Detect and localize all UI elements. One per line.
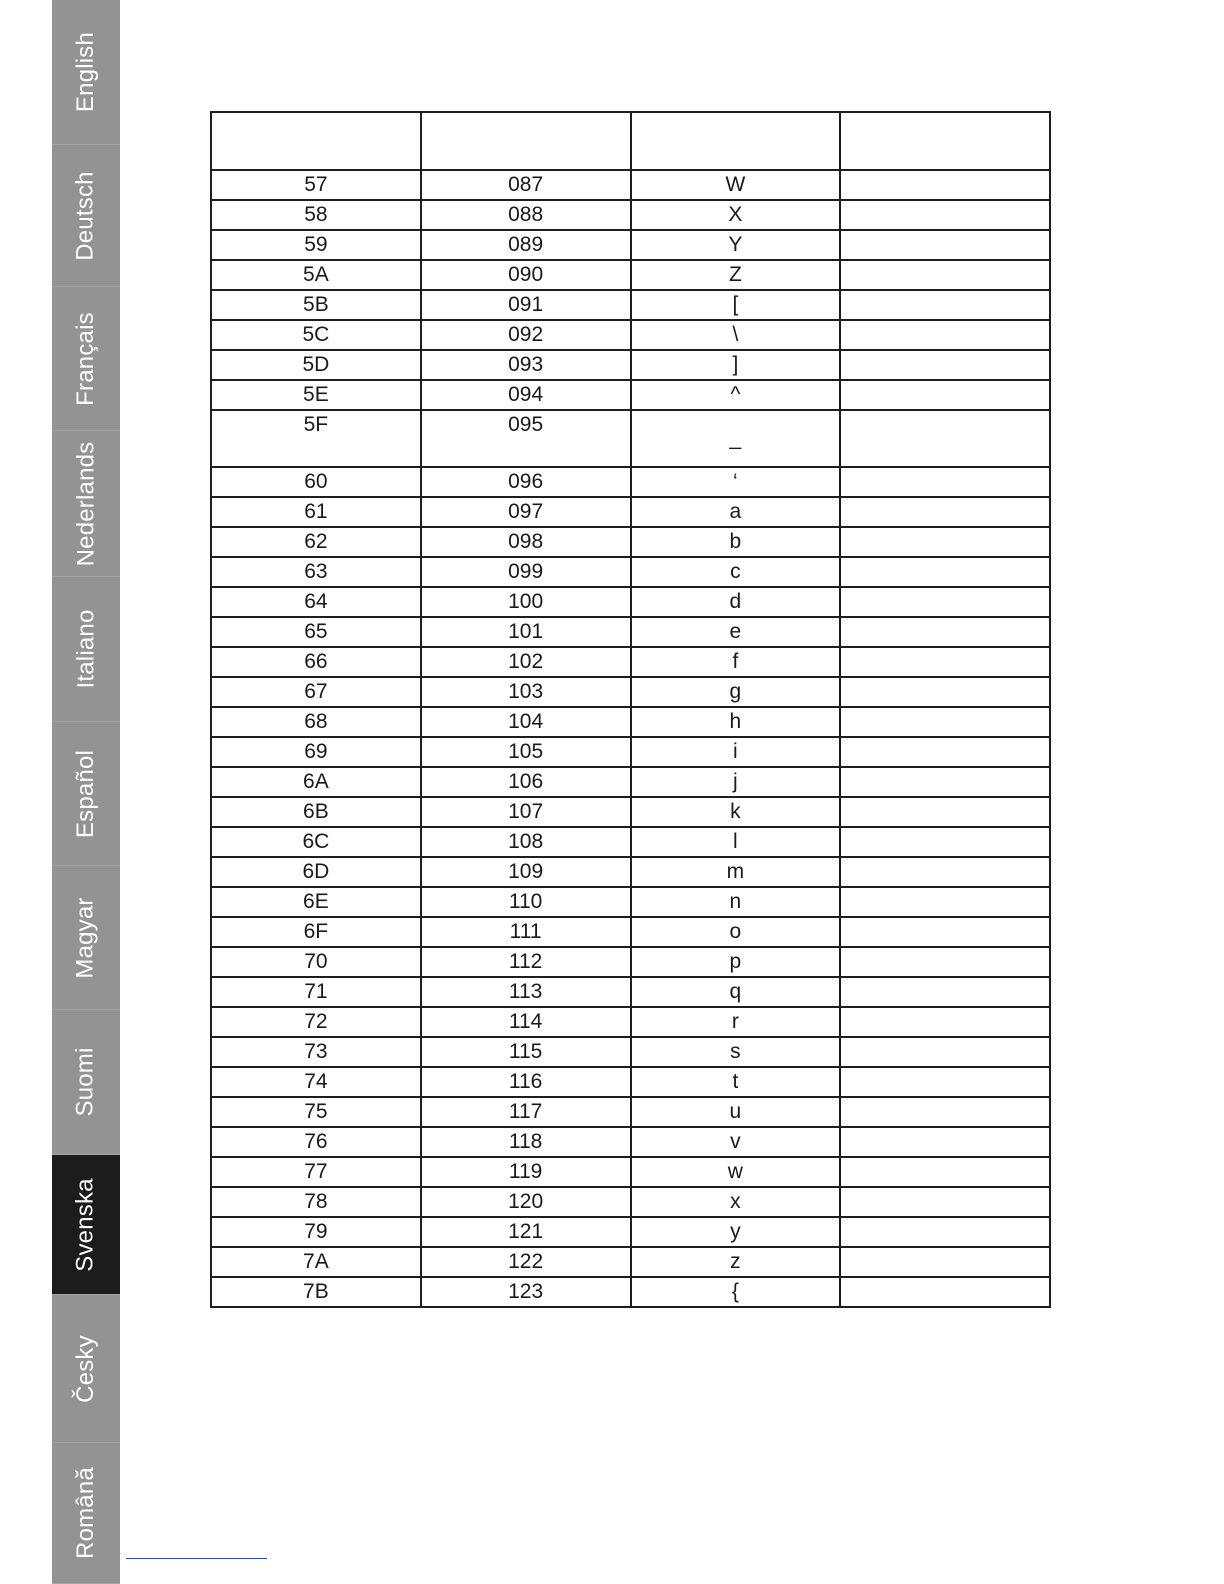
table-cell: 67 — [211, 677, 421, 707]
lang-tab-label: Magyar — [72, 896, 100, 979]
table-cell: 100 — [421, 587, 631, 617]
table-cell: 66 — [211, 647, 421, 677]
table-cell: 118 — [421, 1127, 631, 1157]
table-cell: Y — [631, 230, 841, 260]
table-row — [211, 260, 1050, 290]
table-cell — [840, 767, 1050, 797]
table-row — [211, 887, 1050, 917]
table-cell — [840, 707, 1050, 737]
table-cell: 68 — [211, 707, 421, 737]
lang-tab-label: Français — [72, 311, 100, 406]
table-cell: 73 — [211, 1037, 421, 1067]
table-cell — [840, 587, 1050, 617]
table-cell — [840, 947, 1050, 977]
lang-tab-label: Suomi — [72, 1047, 99, 1117]
table-cell: 101 — [421, 617, 631, 647]
table-row — [211, 1157, 1050, 1187]
table-cell: q — [631, 977, 841, 1007]
lang-tab-4[interactable] — [52, 577, 120, 722]
table-cell — [840, 1067, 1050, 1097]
table-cell: 116 — [421, 1067, 631, 1097]
table-row — [211, 917, 1050, 947]
table-row — [211, 380, 1050, 410]
table-cell — [840, 737, 1050, 767]
table-row — [211, 1187, 1050, 1217]
table-row — [211, 647, 1050, 677]
table-cell: ^ — [631, 380, 841, 410]
table-row — [211, 587, 1050, 617]
table-cell: r — [631, 1007, 841, 1037]
table-cell — [840, 497, 1050, 527]
lang-tab-2[interactable] — [52, 287, 120, 431]
lang-tab-0[interactable] — [52, 0, 120, 145]
table-row — [211, 947, 1050, 977]
table-cell — [840, 467, 1050, 497]
table-cell: 119 — [421, 1157, 631, 1187]
table-row — [211, 557, 1050, 587]
table-cell: ‘ — [631, 467, 841, 497]
table-cell: Z — [631, 260, 841, 290]
lang-tab-label: Česky — [72, 1334, 99, 1403]
table-cell: x — [631, 1187, 841, 1217]
table-cell: 093 — [421, 350, 631, 380]
table-cell: a — [631, 497, 841, 527]
table-cell — [840, 617, 1050, 647]
table-cell: o — [631, 917, 841, 947]
table-row — [211, 797, 1050, 827]
table-cell: 112 — [421, 947, 631, 977]
table-cell: W — [631, 170, 841, 200]
table-cell: 114 — [421, 1007, 631, 1037]
table-cell — [840, 827, 1050, 857]
table-cell: 5B — [211, 290, 421, 320]
table-row — [211, 827, 1050, 857]
header-character — [631, 112, 841, 170]
table-cell — [840, 320, 1050, 350]
table-cell: 64 — [211, 587, 421, 617]
table-cell — [840, 200, 1050, 230]
table-cell: 6C — [211, 827, 421, 857]
table-cell: 092 — [421, 320, 631, 350]
table-cell — [840, 1247, 1050, 1277]
table-row — [211, 527, 1050, 557]
lang-tab-9[interactable] — [52, 1295, 120, 1443]
table-cell — [840, 1097, 1050, 1127]
lang-tab-label: Español — [72, 749, 100, 838]
lang-tab-label: Nederlands — [72, 441, 99, 566]
table-row — [211, 1037, 1050, 1067]
table-cell: 7A — [211, 1247, 421, 1277]
table-cell: 121 — [421, 1217, 631, 1247]
table-row — [211, 1067, 1050, 1097]
table-cell: 111 — [421, 917, 631, 947]
table-cell — [840, 917, 1050, 947]
table-cell: w — [631, 1157, 841, 1187]
table-cell: 104 — [421, 707, 631, 737]
table-cell: f — [631, 647, 841, 677]
table-cell: 123 — [421, 1277, 631, 1307]
table-cell — [840, 677, 1050, 707]
table-cell — [840, 977, 1050, 1007]
table-cell: 58 — [211, 200, 421, 230]
table-cell: 099 — [421, 557, 631, 587]
table-cell: 74 — [211, 1067, 421, 1097]
lang-tab-6[interactable] — [52, 866, 120, 1010]
lang-tab-label: Italiano — [72, 609, 99, 689]
table-cell: z — [631, 1247, 841, 1277]
table-row — [211, 677, 1050, 707]
table-row — [211, 857, 1050, 887]
table-cell — [840, 1157, 1050, 1187]
table-cell: s — [631, 1037, 841, 1067]
table-cell: 108 — [421, 827, 631, 857]
table-row — [211, 707, 1050, 737]
table-cell — [840, 1277, 1050, 1307]
table-cell: 102 — [421, 647, 631, 677]
table-cell: 78 — [211, 1187, 421, 1217]
table-row — [211, 320, 1050, 350]
table-cell: 76 — [211, 1127, 421, 1157]
table-cell: 090 — [421, 260, 631, 290]
table-cell: 5D — [211, 350, 421, 380]
header-decimal — [421, 112, 631, 170]
table-cell: n — [631, 887, 841, 917]
lang-tab-8[interactable] — [52, 1155, 120, 1295]
table-row — [211, 977, 1050, 1007]
table-cell: { — [631, 1277, 841, 1307]
table-row — [211, 290, 1050, 320]
table-cell: 65 — [211, 617, 421, 647]
table-cell: 79 — [211, 1217, 421, 1247]
table-cell — [840, 527, 1050, 557]
table-cell: 6D — [211, 857, 421, 887]
table-cell — [840, 410, 1050, 467]
table-row — [211, 737, 1050, 767]
table-cell: 6E — [211, 887, 421, 917]
table-cell: ] — [631, 350, 841, 380]
lang-tab-1[interactable] — [52, 145, 120, 287]
language-sidebar — [52, 0, 120, 1584]
table-cell: 6F — [211, 917, 421, 947]
table-row — [211, 410, 1050, 467]
table-cell: 106 — [421, 767, 631, 797]
table-cell: 096 — [421, 467, 631, 497]
table-cell: 089 — [421, 230, 631, 260]
table-cell — [840, 1187, 1050, 1217]
lang-tab-3[interactable] — [52, 431, 120, 577]
table-row — [211, 1247, 1050, 1277]
table-cell: [ — [631, 290, 841, 320]
table-row — [211, 1127, 1050, 1157]
table-cell: 63 — [211, 557, 421, 587]
table-row — [211, 467, 1050, 497]
footer-rule — [126, 1558, 267, 1559]
table-row — [211, 1277, 1050, 1307]
lang-tab-label: Deutsch — [72, 170, 100, 261]
lang-tab-5[interactable] — [52, 722, 120, 866]
table-cell: 62 — [211, 527, 421, 557]
table-cell: 091 — [421, 290, 631, 320]
table-cell: b — [631, 527, 841, 557]
lang-tab-label: English — [72, 31, 99, 113]
table-cell: c — [631, 557, 841, 587]
lang-tab-label: Română — [72, 1467, 100, 1559]
table-cell: t — [631, 1067, 841, 1097]
table-cell: 59 — [211, 230, 421, 260]
table-cell: 6A — [211, 767, 421, 797]
table-cell — [840, 1127, 1050, 1157]
table-cell: \ — [631, 320, 841, 350]
table-cell: 57 — [211, 170, 421, 200]
lang-tab-label: Svenska — [72, 1177, 100, 1272]
table-row — [211, 1097, 1050, 1127]
table-cell: 69 — [211, 737, 421, 767]
table-cell — [840, 1007, 1050, 1037]
table-cell: 75 — [211, 1097, 421, 1127]
table-cell — [840, 290, 1050, 320]
table-cell: 098 — [421, 527, 631, 557]
table-cell — [840, 170, 1050, 200]
table-row — [211, 1007, 1050, 1037]
table-cell: 5F — [211, 410, 421, 467]
table-cell: 095 — [421, 410, 631, 467]
table-cell: h — [631, 707, 841, 737]
table-cell: u — [631, 1097, 841, 1127]
table-cell: 105 — [421, 737, 631, 767]
table-row — [211, 497, 1050, 527]
table-cell: i — [631, 737, 841, 767]
table-cell: 5E — [211, 380, 421, 410]
table-row — [211, 200, 1050, 230]
table-row — [211, 1217, 1050, 1247]
table-cell: 110 — [421, 887, 631, 917]
table-cell: 70 — [211, 947, 421, 977]
table-cell: 77 — [211, 1157, 421, 1187]
table-cell — [840, 857, 1050, 887]
table-cell: g — [631, 677, 841, 707]
table-row — [211, 350, 1050, 380]
table-cell: e — [631, 617, 841, 647]
table-cell: 71 — [211, 977, 421, 1007]
table-cell: 113 — [421, 977, 631, 1007]
table-row — [211, 170, 1050, 200]
table-cell — [840, 557, 1050, 587]
table-row — [211, 230, 1050, 260]
table-cell: 5A — [211, 260, 421, 290]
table-cell: 7B — [211, 1277, 421, 1307]
table-cell: 094 — [421, 380, 631, 410]
table-cell: 117 — [421, 1097, 631, 1127]
table-cell: 115 — [421, 1037, 631, 1067]
table-cell: 60 — [211, 467, 421, 497]
table-cell: 72 — [211, 1007, 421, 1037]
table-cell: 6B — [211, 797, 421, 827]
table-cell — [840, 797, 1050, 827]
table-cell: 5C — [211, 320, 421, 350]
table-cell: m — [631, 857, 841, 887]
lang-tab-7[interactable] — [52, 1010, 120, 1155]
table-cell — [840, 260, 1050, 290]
table-cell: l — [631, 827, 841, 857]
table-cell: d — [631, 587, 841, 617]
ascii-code-table — [210, 111, 1051, 1308]
table-cell: X — [631, 200, 841, 230]
table-cell — [840, 350, 1050, 380]
table-cell: 088 — [421, 200, 631, 230]
table-header-row — [211, 112, 1050, 170]
table-cell — [840, 1217, 1050, 1247]
table-cell: 61 — [211, 497, 421, 527]
table-cell — [840, 230, 1050, 260]
table-cell: 122 — [421, 1247, 631, 1277]
lang-tab-10[interactable] — [52, 1443, 120, 1584]
table-cell — [840, 887, 1050, 917]
table-cell: 103 — [421, 677, 631, 707]
table-cell — [840, 380, 1050, 410]
table-cell: 120 — [421, 1187, 631, 1217]
table-cell: 087 — [421, 170, 631, 200]
table-cell — [840, 1037, 1050, 1067]
table-cell: j — [631, 767, 841, 797]
table-cell: _ — [631, 410, 841, 467]
table-cell: 097 — [421, 497, 631, 527]
header-blank — [840, 112, 1050, 170]
table-cell — [840, 647, 1050, 677]
table-cell: y — [631, 1217, 841, 1247]
table-cell: v — [631, 1127, 841, 1157]
table-cell: p — [631, 947, 841, 977]
table-cell: 109 — [421, 857, 631, 887]
table-row — [211, 617, 1050, 647]
table-cell: k — [631, 797, 841, 827]
header-hex — [211, 112, 421, 170]
table-row — [211, 767, 1050, 797]
table-cell: 107 — [421, 797, 631, 827]
